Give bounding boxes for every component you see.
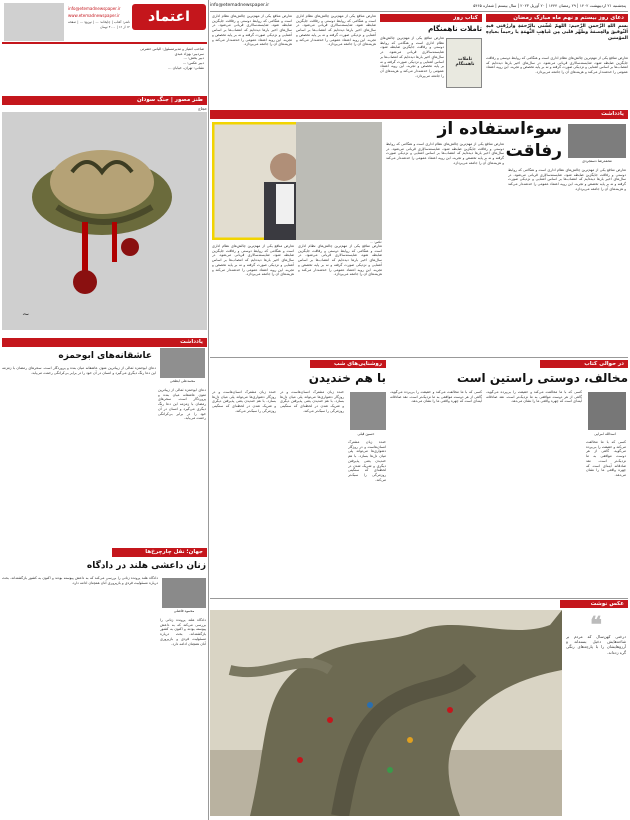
left2-body: دادگاه هلند پرونده زنانی را بررسی می‌کند که به داعش پیوسته بودند و اکنون به کشور بازگشته‌اند. بحث درباره مسئولیت فردی و بازپروری آنان همچنان ادامه دارد. (2, 576, 158, 585)
staff-line: سردبیر: بهزاد عبدی (174, 51, 204, 56)
cartoon-caption: حجاج (198, 106, 207, 111)
left2-author-name: محمود فاضلی (173, 609, 195, 613)
column-divider (208, 0, 209, 820)
middle-body-col3: خنده زبان مشترک انسان‌هاست و در روزگار دشواری‌ها می‌تواند پلی میان دل‌ها بسازد. با هم خندیدن یعنی پذیرفتن دیگری و شریک شدن در لحظه‌ای که سنگینی روزمرگی را سبک‌تر می‌کند. (348, 440, 386, 482)
staff-lines (4, 47, 204, 93)
right-mid-author-photo (588, 392, 626, 430)
cartoon-image (2, 112, 207, 330)
left1-author-photo (160, 348, 205, 378)
dateline-bar (210, 2, 628, 12)
row-divider (210, 598, 628, 599)
prayer-section-label: دعای روز بیستم و نهم ماه مبارک رمضان (486, 14, 628, 22)
main-under-photo-col1: تعارض منافع یکی از مهم‌ترین چالش‌های نظام اداری است و هنگامی که روابط دوستی و رفاقت جایگزین ضابطه شود، شایسته‌سالاری قربانی می‌شود. در سال‌های اخیر بارها دیده‌ایم که انتصاب‌ها بر اساس آشنایی و نزدیکی صورت گرفته و نه بر پایه تخصص و تجربه. این رویه اعتماد عمومی را خدشه‌دار می‌کند و هزینه‌های آن را جامعه می‌پردازد. (212, 244, 294, 277)
row-divider (210, 357, 628, 358)
masthead-info: ناشر: آفتاب | چاپخانه: ... | توزیع: ... | صفحه ۱۲ از ۱۶ | ۴۰۰۰ تومان (68, 20, 130, 29)
left2-author-photo (162, 578, 206, 608)
book-cover-title: تاملات ناهمنگام (455, 57, 475, 67)
main-headline: سوءاستفاده از رفاقت (437, 119, 562, 161)
bottom-photo-section-label: عکس نوشت (560, 600, 628, 608)
bottom-photo (210, 610, 562, 816)
main-side-photo (296, 122, 382, 240)
middle-body-col1: خنده زبان مشترک انسان‌هاست و در روزگار دشواری‌ها می‌تواند پلی میان دل‌ها بسازد. با هم خندیدن یعنی پذیرفتن دیگری و شریک شدن در لحظه‌ای که سنگینی روزمرگی را سبک‌تر می‌کند. (212, 390, 276, 413)
middle-headline: با هم خندیدن (308, 371, 386, 385)
masthead-logo: اعتماد (132, 4, 206, 30)
main-under-photo-col2: تعارض منافع یکی از مهم‌ترین چالش‌های نظام اداری است و هنگامی که روابط دوستی و رفاقت جایگزین ضابطه شود، شایسته‌سالاری قربانی می‌شود. در سال‌های اخیر بارها دیده‌ایم که انتصاب‌ها بر اساس آشنایی و نزدیکی صورت گرفته و نه بر پایه تخصص و تجربه. این رویه اعتماد عمومی را خدشه‌دار می‌کند و هزینه‌های آن را جامعه می‌پردازد. (298, 244, 382, 277)
dateline: پنجشنبه ۲۱ اردیبهشت ۱۴۰۲ | ۲۹ رمضان ۱۴۴۴ | ۲۰ آوریل ۲۰۲۳ | سال بیستم | شماره ۵۴۶۵ (473, 3, 626, 8)
right-mid-section-label: در حوالی کتاب (540, 360, 628, 368)
left2-headline: زنان داعشی هلند در دادگاه (86, 561, 206, 571)
staff-line: نشانی: تهران، خیابان ... (168, 65, 204, 70)
staff-line: دبیر بخش: ... (183, 56, 204, 61)
main-body-col1: تعارض منافع یکی از مهم‌ترین چالش‌های نظام اداری است و هنگامی که روابط دوستی و رفاقت جایگزین ضابطه شود، شایسته‌سالاری قربانی می‌شود. در سال‌های اخیر بارها دیده‌ایم که انتصاب‌ها بر اساس آشنایی و نزدیکی صورت گرفته و نه بر پایه تخصص و تجربه. این رویه اعتماد عمومی را خدشه‌دار می‌کند و هزینه‌های آن را جامعه می‌پردازد. (386, 142, 504, 165)
middle-author-name: حسین قبلی (357, 432, 375, 436)
masthead (2, 2, 207, 42)
right-mid-body-col1: کسی که با ما مخالفت می‌کند و حقیقت را بی‌پرده می‌گوید، گاهی از هر دوست موافقی به ما نزدیک‌تر است. نقد صادقانه آینه‌ای است که چهره واقعی ما را نشان می‌دهد. (390, 390, 482, 404)
book-body: تعارض منافع یکی از مهم‌ترین چالش‌های نظام اداری است و هنگامی که روابط دوستی و رفاقت جایگزین ضابطه شود، شایسته‌سالاری قربانی می‌شود. در سال‌های اخیر بارها دیده‌ایم که انتصاب‌ها بر اساس آشنایی و نزدیکی صورت گرفته و نه بر پایه تخصص و تجربه. این رویه اعتماد عمومی را خدشه‌دار می‌کند و هزینه‌های آن را جامعه می‌پردازد. (380, 36, 444, 78)
book-title: تاملات ناهمنگام (428, 25, 482, 33)
helmet-cartoon-icon (2, 112, 207, 330)
left1-author-name: محمدعلی ابطحی (169, 379, 196, 383)
svg-text:~: ~ (22, 310, 30, 320)
prayer-body: تعارض منافع یکی از مهم‌ترین چالش‌های نظام اداری است و هنگامی که روابط دوستی و رفاقت جایگزین ضابطه شود، شایسته‌سالاری قربانی می‌شود. در سال‌های اخیر بارها دیده‌ایم که انتصاب‌ها بر اساس آشنایی و نزدیکی صورت گرفته و نه بر پایه تخصص و تجربه. این رویه اعتماد عمومی را خدشه‌دار می‌کند و هزینه‌های آن را جامعه می‌پردازد. (486, 56, 628, 75)
left1-section-label: یادداشت (2, 338, 207, 347)
staff-box (2, 42, 207, 94)
newspaper-thumbnail (4, 3, 64, 41)
right-mid-body-col2: کسی که با ما مخالفت می‌کند و حقیقت را بی‌پرده می‌گوید، گاهی از هر دوست موافقی به ما نزدیک‌تر است. نقد صادقانه آینه‌ای است که چهره واقعی ما را نشان می‌دهد. (486, 390, 582, 404)
main-body-col2: تعارض منافع یکی از مهم‌ترین چالش‌های نظام اداری است و هنگامی که روابط دوستی و رفاقت جایگزین ضابطه شود، شایسته‌سالاری قربانی می‌شود. در سال‌های اخیر بارها دیده‌ایم که انتصاب‌ها بر اساس آشنایی و نزدیکی صورت گرفته و نه بر پایه تخصص و تجربه. این رویه اعتماد عمومی را خدشه‌دار می‌کند و هزینه‌های آن را جامعه می‌پردازد. (508, 168, 626, 191)
cartoon-section-label: طنز مصور | جنگ سودان (2, 96, 207, 105)
staff-line: صاحب امتیاز و مدیرمسئول: الیاس حضرتی (140, 47, 204, 51)
top-text-col1: تعارض منافع یکی از مهم‌ترین چالش‌های نظام اداری است و هنگامی که روابط دوستی و رفاقت جایگزین ضابطه شود، شایسته‌سالاری قربانی می‌شود. در سال‌های اخیر بارها دیده‌ایم که انتصاب‌ها بر اساس آشنایی و نزدیکی صورت گرفته و نه بر پایه تخصص و تجربه. این رویه اعتماد عمومی را خدشه‌دار می‌کند و هزینه‌های آن را جامعه می‌پردازد. (212, 14, 292, 47)
right-mid-body-col3: کسی که با ما مخالفت می‌کند و حقیقت را بی‌پرده می‌گوید، گاهی از هر دوست موافقی به ما نزدیک‌تر است. نقد صادقانه آینه‌ای است که چهره واقعی ما را نشان می‌دهد. (586, 440, 626, 477)
tree-photo-icon (210, 610, 562, 816)
masthead-email[interactable]: info@etemadnewspaper.ir (68, 6, 121, 11)
bottom-photo-caption: درختی کهن‌سال که مردم بر شاخه‌هایش دخیل بسته‌اند و آرزوهایشان را با پارچه‌های رنگی گره زده‌اند. (566, 634, 626, 655)
book-section-label: کتاب روز (380, 14, 482, 22)
left2-section-label: جهان؛ نقل چارچرخ‌ها (112, 548, 207, 557)
staff-line: دبیر عکس: ... (182, 61, 204, 66)
left1-body: دعای ابوحمزه ثمالی از زیباترین متون عاشقانه میان بنده و پروردگار است. سحرهای رمضان با زمزمه این دعا رنگ دیگری می‌گیرد و انسان در آن خود را در برابر بی‌کرانگی رحمت می‌یابد. (2, 366, 156, 375)
left1-headline: عاشقانه‌های ابوحمزه (58, 351, 152, 361)
left1-body-col2: دعای ابوحمزه ثمالی از زیباترین متون عاشقانه میان بنده و پروردگار است. سحرهای رمضان با زمزمه این دعا رنگ دیگری می‌گیرد و انسان در آن خود را در برابر بی‌کرانگی رحمت می‌یابد. (158, 388, 206, 421)
left2-body-col2: دادگاه هلند پرونده زنانی را بررسی می‌کند که به داعش پیوسته بودند و اکنون به کشور بازگشته‌اند. بحث درباره مسئولیت فردی و بازپروری آنان همچنان ادامه دارد. (160, 618, 206, 646)
middle-section-label: روشنایی‌های شب (310, 360, 386, 368)
main-section-label: یادداشت (210, 110, 628, 119)
middle-body-col2: خنده زبان مشترک انسان‌هاست و در روزگار دشواری‌ها می‌تواند پلی میان دل‌ها بسازد. با هم خندیدن یعنی پذیرفتن دیگری و شریک شدن در لحظه‌ای که سنگینی روزمرگی را سبک‌تر می‌کند. (280, 390, 344, 413)
top-email[interactable]: info@etemadnewspaper.ir (210, 3, 270, 8)
right-mid-headline: مخالف، دوستی راستین است (457, 371, 628, 385)
main-author-photo (568, 124, 626, 158)
right-mid-author-name: اسدالله امرایی (594, 432, 616, 436)
book-cover (446, 38, 482, 88)
quote-mark-icon: ❝ (590, 612, 602, 638)
photo-caption: عکس: ... (369, 240, 382, 244)
prayer-text: بِسمِ اللهِ الرَّحمنِ الرَّحیم: اللهمّ غَشّنی بالرّحمَةِ وارزُقنی فیهِ التّوفیقَ والعِصمَةَ وطَهّر قلبی مِن غَیاهِبِ التُّهمَةِ یا رحیماً بعبادِهِ المؤمنین (486, 24, 628, 41)
middle-author-photo (350, 392, 386, 430)
main-author-name: محمدرضا دستجردی (582, 159, 612, 163)
masthead-website[interactable]: www.etemadnewspaper.ir (68, 13, 120, 18)
top-text-col2: تعارض منافع یکی از مهم‌ترین چالش‌های نظام اداری است و هنگامی که روابط دوستی و رفاقت جایگزین ضابطه شود، شایسته‌سالاری قربانی می‌شود. در سال‌های اخیر بارها دیده‌ایم که انتصاب‌ها بر اساس آشنایی و نزدیکی صورت گرفته و نه بر پایه تخصص و تجربه. این رویه اعتماد عمومی را خدشه‌دار می‌کند و هزینه‌های آن را جامعه می‌پردازد. (296, 14, 376, 47)
